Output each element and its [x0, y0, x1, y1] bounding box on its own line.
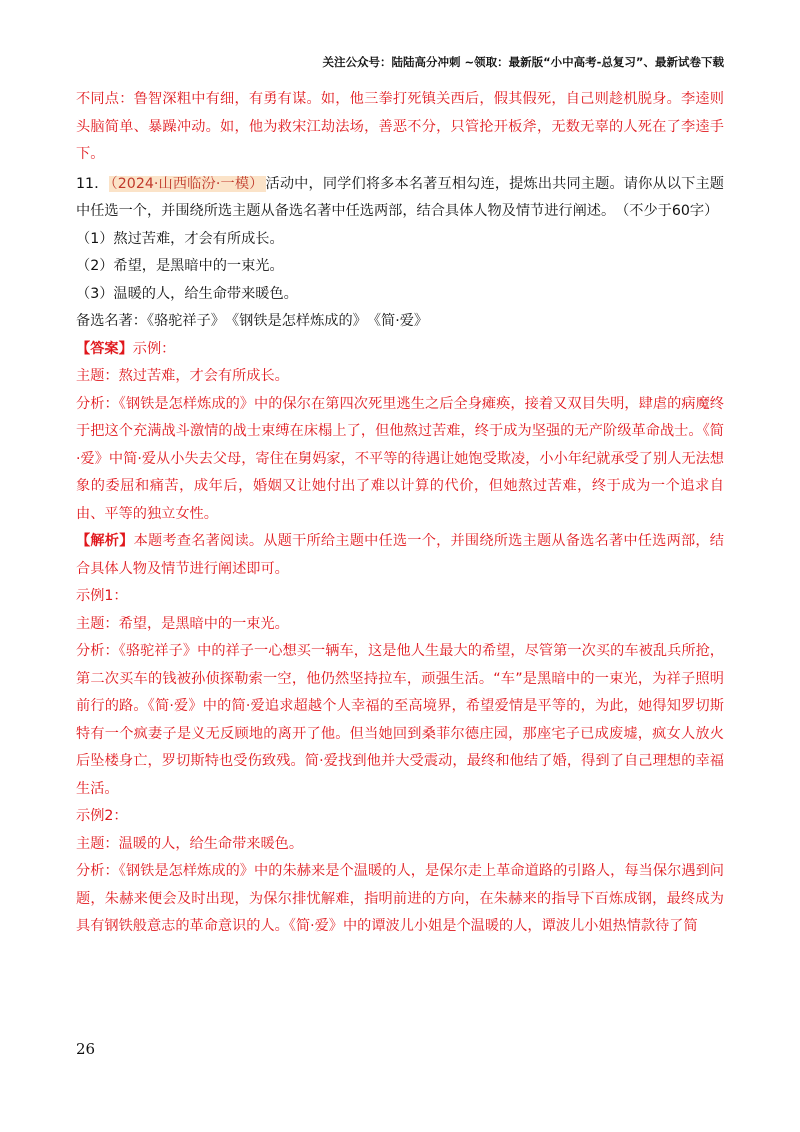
example-2-analysis: 分析：《钢铁是怎样炼成的》中的朱赫来是个温暖的人，是保尔走上革命道路的引路人，每当保尔遇到问题，朱赫来便会及时出现，为保尔排忧解难，指明前进的方向，在朱赫来的指导下百炼成钢，最终成为具有钢铁般意志的革命意识的人。《简·爱》中的谭波儿小姐是个温暖的人，谭波儿小姐热情款待了简 — [76, 863, 724, 934]
question-11 — [76, 169, 724, 226]
page-number: 26 — [76, 1040, 96, 1058]
question-number: 11． — [76, 175, 109, 192]
example-1-label: 示例1： — [76, 588, 128, 604]
example-1-analysis: 分析：《骆驼祥子》中的祥子一心想买一辆车，这是他人生最大的希望，尽管第一次买的车被乱兵所抢，第二次买车的钱被孙侦探勒索一空，他仍然坚持拉车，顽强生活。“车”是黑暗中的一束光，为祥子照明前行的路。《简·爱》中的简·爱追求超越个人幸福的至高境界，希望爱情是平等的，为此，她得知罗切斯特有一个疯妻子是义无反顾地的离开了他。但当她回到桑菲尔德庄园，那座宅子已成废墟，疯女人放火后坠楼身亡，罗切斯特也受伤致残。简·爱找到他并大受震动，最终和他结了婚，得到了自己理想的幸福生活。 — [76, 643, 724, 797]
question-text: 活动中，同学们将多本名著互相勾连，提炼出共同主题。请你从以下主题中任选一个，并围绕所选主题从备选名著中任选两部，结合具体人物及情节进行阐述。 （不少于60字） — [76, 175, 724, 219]
page-header: 关注公众号：陆陆高分冲刺 ~领取：最新版“小中高考-总复习”、最新试卷下载 — [322, 55, 724, 69]
explanation-text: 本题考查名著阅读。从题干所给主题中任选一个，并围绕所选主题从备选名著中任选两部，结合具体人物及情节进行阐述即可。 — [76, 533, 724, 577]
comparison-paragraph: 不同点：鲁智深粗中有细，有勇有谋。如，他三拳打死镇关西后，假其假死，自己则趁机脱身。李逵则头脑简单、暴躁冲动。如，他为救宋江劫法场，善恶不分，只管抡开板斧，无数无辜的人死在了李逵手下。 — [76, 91, 724, 162]
example-1-theme: 主题：希望，是黑暗中的一束光。 — [76, 615, 289, 632]
example-2-theme: 主题：温暖的人，给生命带来暖色。 — [76, 835, 304, 852]
page-content — [76, 86, 724, 941]
answer-tag: 【答案】 — [76, 340, 133, 357]
answer-intro: 示例： — [132, 340, 176, 357]
question-source-badge: （2024·山西临汾·一模） — [110, 175, 264, 192]
answer-heading — [76, 336, 724, 364]
theme-option-3: （3）温暖的人，给生命带来暖色。 — [76, 285, 298, 302]
candidate-books: 备选名著：《骆驼祥子》 《钢铁是怎样炼成的》 《简·爱》 — [76, 313, 429, 329]
answer-theme: 主题：熬过苦难，才会有所成长。 — [76, 368, 289, 384]
explanation-tag: 【解析】 — [76, 533, 134, 549]
answer-analysis: 分析：《钢铁是怎样炼成的》中的保尔在第四次死里逃生之后全身瘫痪，接着又双目失明，肆虐的病魔终于把这个充满战斗激情的战士束缚在床榻上了，但他熬过苦难，终于成为坚强的无产阶级革命战士。《简·爱》中简·爱从小失去父母，寄住在舅妈家，不平等的待遇让她饱受欺凌，小小年纪就承受了别人无法想象的委屈和痛苦，成年后，婚姻又让她付出了难以计算的代价，但她熬过苦难，终于成为一个追求自由、平等的独立女性。 — [76, 395, 724, 522]
theme-option-1: （1）熬过苦难，才会有所成长。 — [76, 230, 284, 247]
explanation — [76, 528, 724, 583]
example-2-label: 示例2： — [76, 808, 128, 824]
theme-option-2: （2）希望，是黑暗中的一束光。 — [76, 258, 284, 274]
